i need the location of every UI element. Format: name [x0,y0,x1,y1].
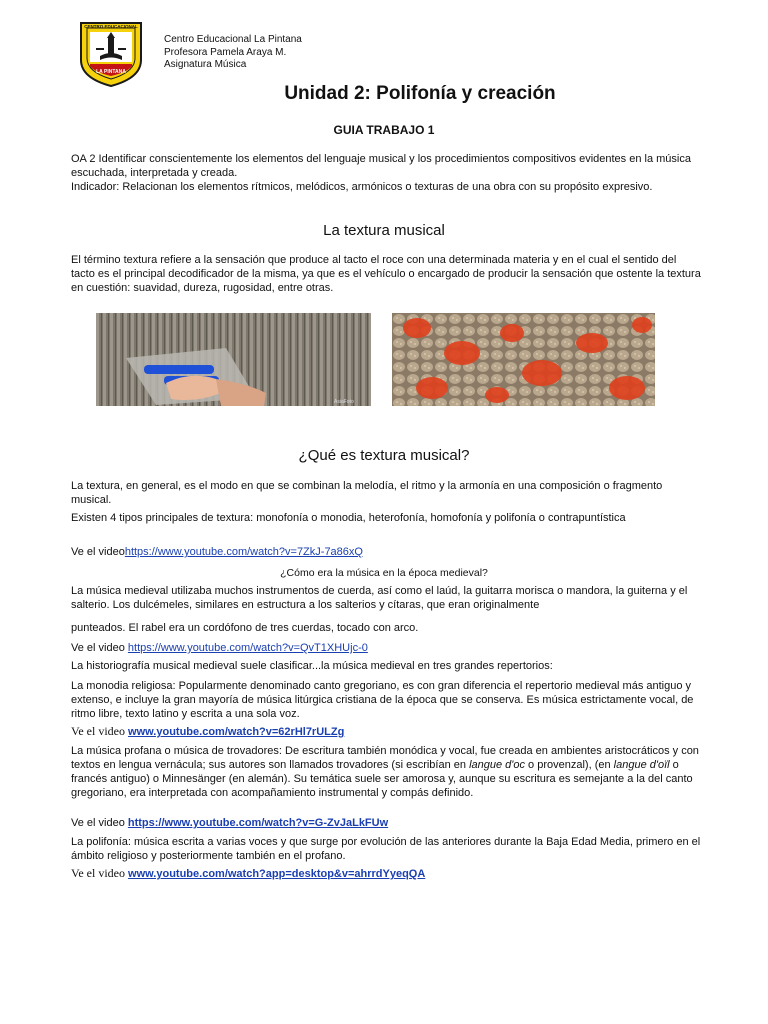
paragraph-polifonia: La polifonía: música escrita a varias voces y que surge por evolución de las anteriores durante la Baja Edad Media, primero en el ámbito religioso y posteriormente también en el profano. [71,836,701,862]
video-label: Ve el video [71,642,125,654]
svg-text:AsiaFoto: AsiaFoto [334,399,354,405]
video-line-3 [71,724,701,739]
video-line-4 [71,816,701,830]
video-link-5[interactable]: www.youtube.com/watch?app=desktop&v=ahrrdYyeqQA [128,868,426,880]
page-subtitle: GUIA TRABAJO 1 [333,123,435,137]
paragraph-monodia: La monodia religiosa: Popularmente denominado canto gregoriano, es con gran diferencia el repertorio medieval más antiguo y extenso, e incluye la gran mayoría de música litúrgica cristiana de la época que se conserva. Es música estrictamente vocal, de ritmo libre, texto latino y escrita a una sola voz. [71,680,694,720]
beads-texture-image [392,313,655,406]
header-info [164,34,302,72]
video-line-1 [71,545,701,559]
video-label: Ve el video [71,546,125,558]
video-link-1[interactable]: https://www.youtube.com/watch?v=7ZkJ-7a86xQ [124,546,363,558]
subject-name: Asignatura Música [164,59,247,70]
section-title-que-es: ¿Qué es textura musical? [298,447,470,464]
video-label: Ve el video [71,866,125,880]
video-label: Ve el video [71,817,125,829]
video-link-3[interactable]: www.youtube.com/watch?v=62rHl7rULZg [128,726,345,738]
video-link-2[interactable]: https://www.youtube.com/watch?v=QvT1XHUjc-0 [127,642,368,654]
logo-top-text: CENTRO EDUCACIONAL [84,24,138,29]
paragraph-trovadores: La música profana o música de trovadores: De escritura también monódica y vocal, fue creada en ambientes aristocráticos y con textos en lengua vernácula; sus autores son llamados trovadores (si escribían en langue d'oc o provenzal), (en langue d'oïl o francés antiguo) o Minnesänger (en alemán). Su temática suele ser amorosa y, aunque su escritura es semejante a la del canto gregoriano, era interpretada con acompañamiento instrumental y compás definido. [71,745,699,799]
section-title-textura: La textura musical [323,222,445,239]
teacher-name: Profesora Pamela Araya M. [164,46,287,58]
section1-body: El término textura refiere a la sensación que produce al tacto el roce con una determinada materia y en el cual el sentido del tacto es el principal decodificador de la misma, ya que es el vehículo o encargado de producir la sensación que ostente la textura en cuestión: suavidad, dureza, rugosidad, entre otras. [71,254,701,294]
video-line-2 [71,641,701,655]
video-line-5 [71,866,701,881]
trowel-wall-image [96,313,371,406]
question-medieval: ¿Cómo era la música en la época medieval? [280,567,488,579]
paragraph-rabel: punteados. El rabel era un cordófono de tres cuerdas, tocado con arco. [71,622,419,634]
objective-oa: OA 2 Identificar conscientemente los elementos del lenguaje musical y los procedimientos compositivos evidentes en la música escuchada, interpretada y creada. [71,153,691,179]
paragraph-tipos-textura: Existen 4 tipos principales de textura: monofonía o monodia, heterofonía, homofonía y polifonía o contrapuntística [71,512,626,524]
school-logo [78,20,144,88]
video-label: Ve el video [71,724,125,738]
objective-indicator: Indicador: Relacionan los elementos rítmicos, melódicos, armónicos o texturas de una obra con su propósito expresivo. [71,181,653,193]
paragraph-textura-general: La textura, en general, es el modo en que se combinan la melodía, el ritmo y la armonía en una composición o fragmento musical. [71,480,663,506]
paragraph-instrumentos: La música medieval utilizaba muchos instrumentos de cuerda, así como el laúd, la guitarra morisca o mandora, la guiterna y el salterio. Los dulcémeles, similares en estructura a los salterios y cítaras, que eran originalmente [71,585,688,611]
paragraph-historiografia: La historiografía musical medieval suele clasificar...la música medieval en tres grandes repertorios: [71,660,553,672]
logo-bottom-text: LA PINTANA [96,69,126,75]
page-title: Unidad 2: Polifonía y creación [284,83,556,104]
video-link-4[interactable]: https://www.youtube.com/watch?v=G-ZvJaLkFUw [127,817,389,829]
school-name: Centro Educacional La Pintana [164,34,302,45]
